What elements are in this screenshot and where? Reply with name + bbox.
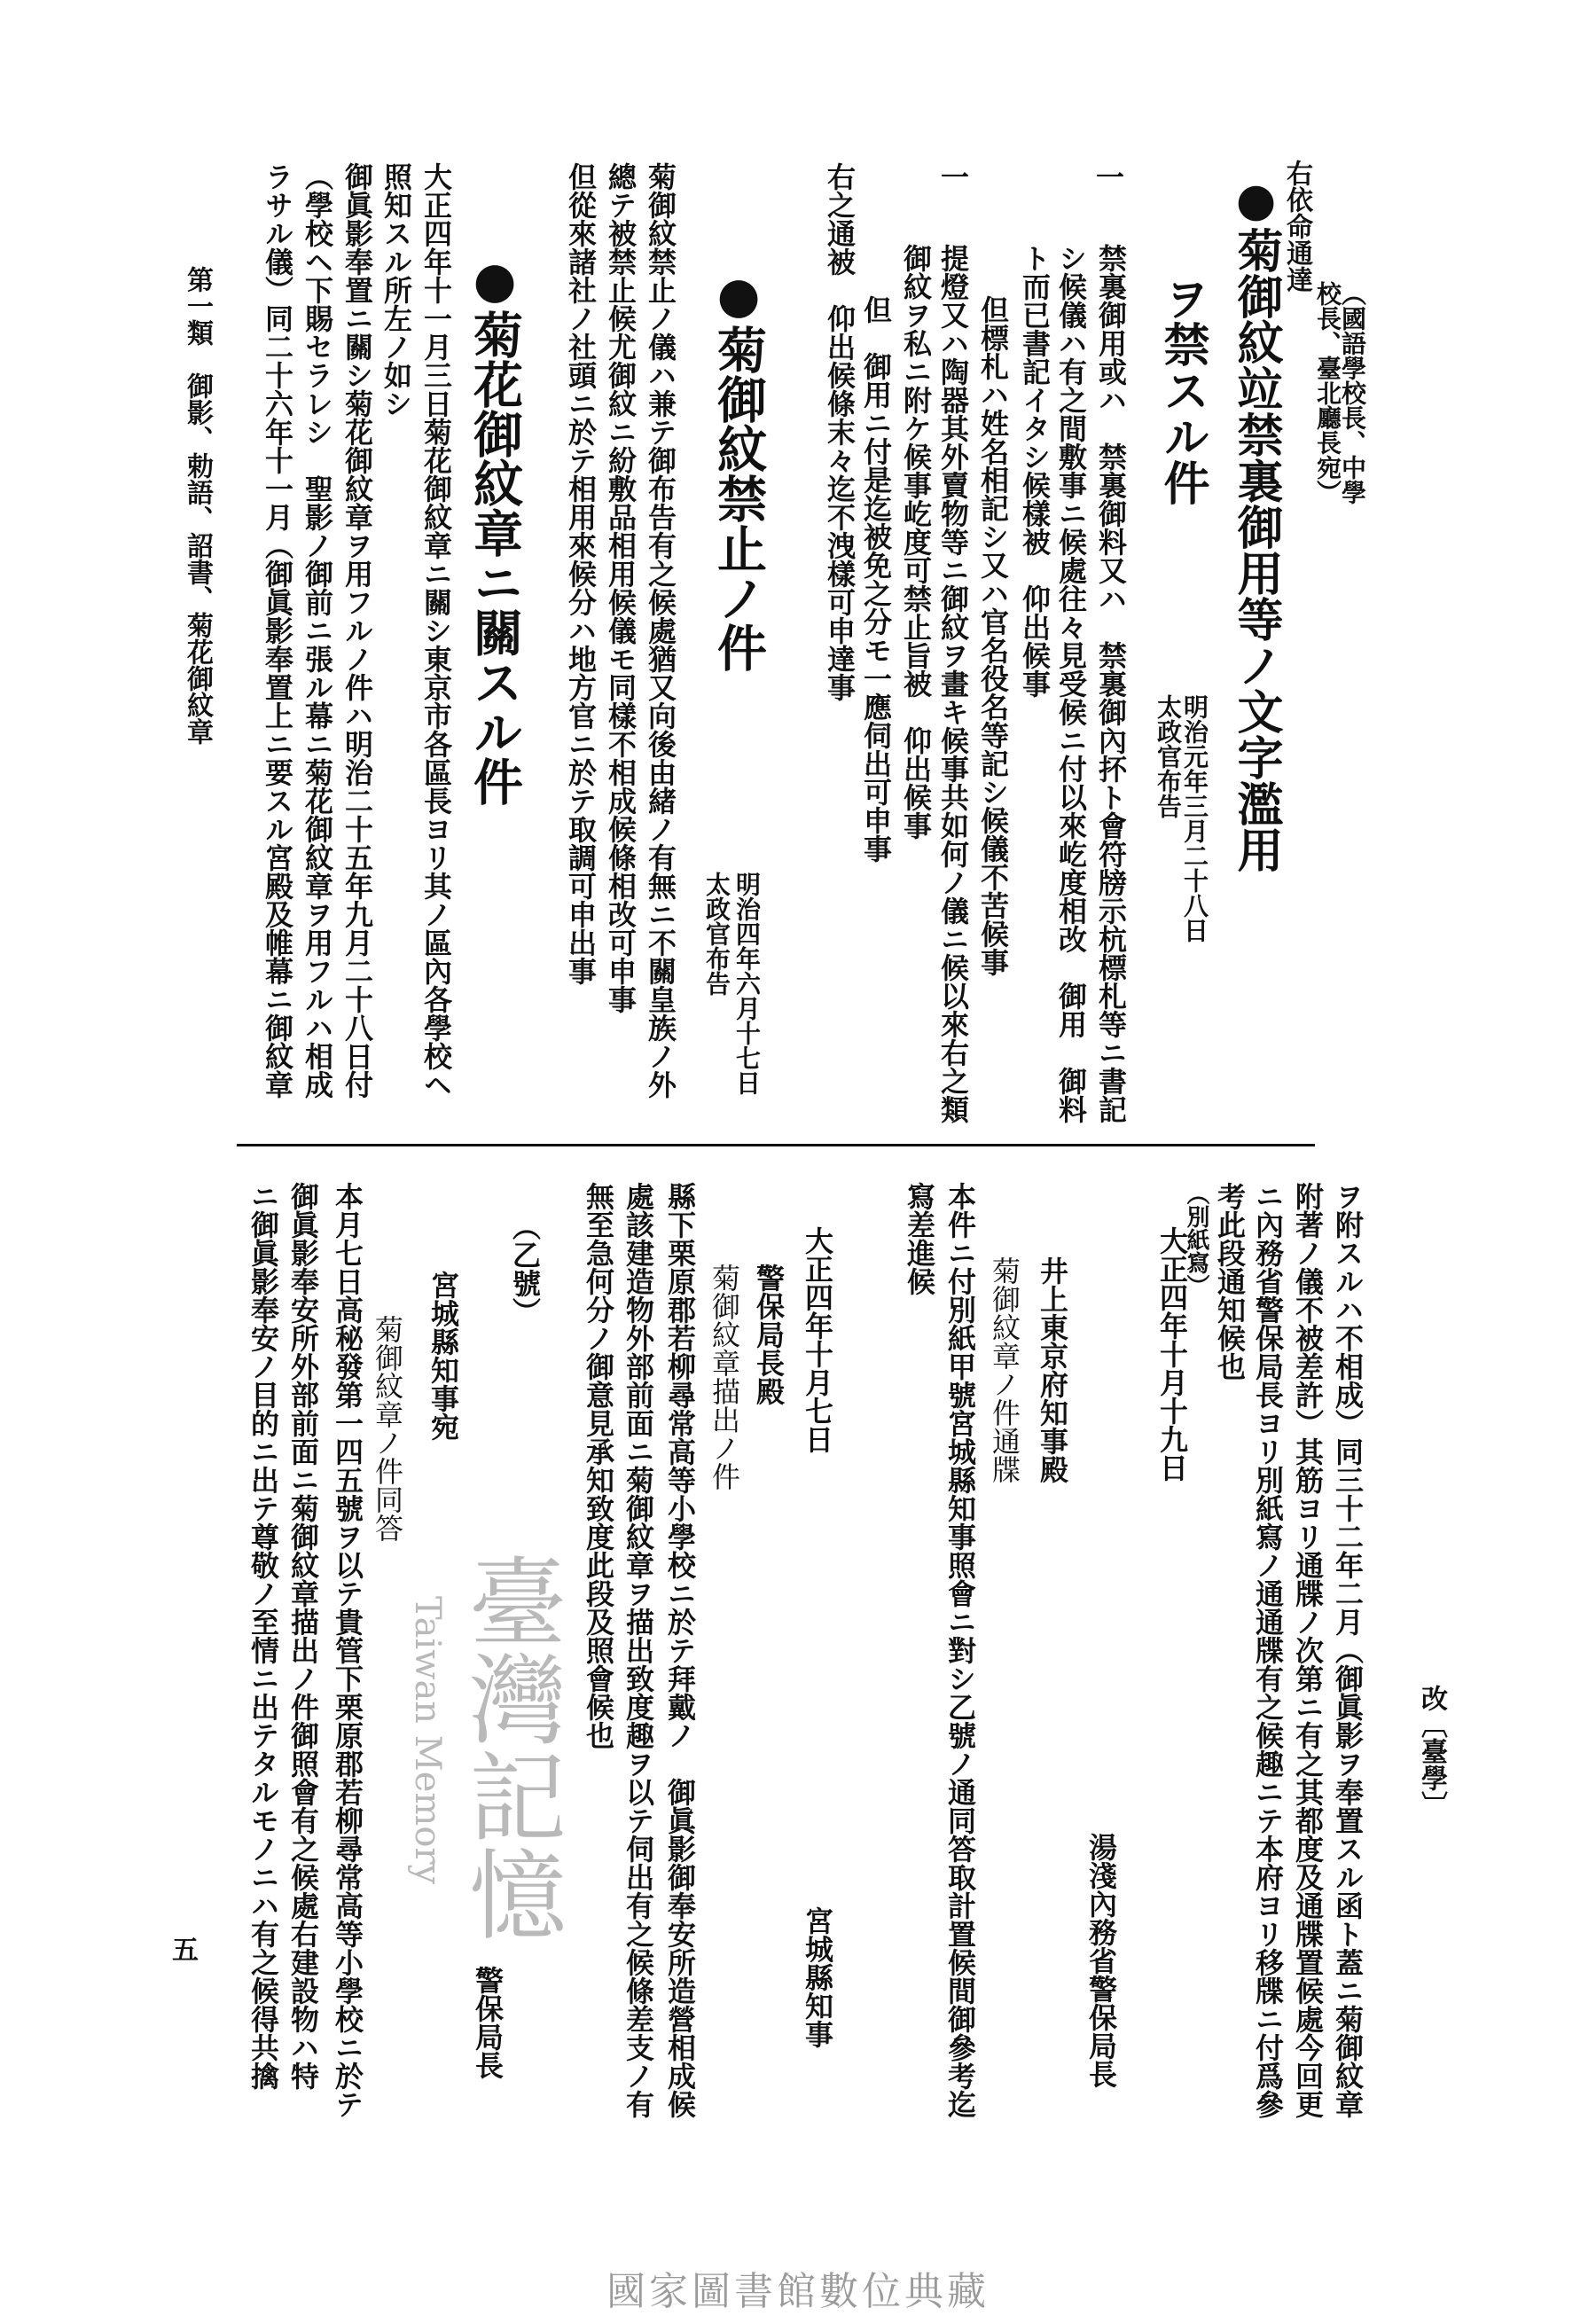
order-label: 右依命通達 [1281,160,1312,293]
item-mark: 一 [1091,162,1125,191]
text-line: 處該建造物外部前面ニ菊御紋章ヲ描出致度趣ヲ以テ伺出有之候條差支ノ有 [622,1182,655,2118]
reply-recipient: 宮城縣知事宛 [426,1271,460,1441]
text-line: 大正四年十一月三日菊花御紋章ニ關シ東京市各區長ヨリ其ノ區內各學校ヘ [419,162,453,1099]
text-line: ヲ附スルハ不相成）同三十二年二月（御眞影ヲ奉置スル函ト蓋ニ菊御紋章 [1331,1182,1365,2118]
reply-sender: 警保局長 [471,1966,505,2079]
watermark-subtext: Taiwan Memory [407,1596,448,1885]
section-title: ●菊花御紋章ニ關スル件 [466,251,524,806]
reply-label: （乙號） [508,1212,542,1326]
section-issuer: 太政官布告 [1154,694,1183,818]
text-line: 但 御用ニ付是迄被免之分モ一應伺出可申事 [859,295,893,863]
notice-subject: 菊御紋章ノ件通牒 [988,1256,1021,1483]
text-line: ト而已書記イタシ候樣被 仰出候事 [1018,244,1052,698]
text-line: 御紋ヲ私ニ附ケ候事屹度可禁止旨被 仰出候事 [899,244,933,840]
section-divider [237,1144,1315,1146]
text-line: 寫差進候 [903,1182,936,1295]
watermark-logo [407,1552,567,1951]
text-line: 御眞影奉置ニ關シ菊花御紋章ヲ用フルノ件ハ明治二十五年九月二十八日付 [340,162,374,1099]
text-line: 縣下栗原郡若柳尋常高等小學校ニ於テ拜戴ノ 御眞影御奉安所造營相成候 [663,1182,697,2118]
text-line: 本件ニ付別紙甲號宮城縣知事照會ニ對シ乙號ノ通同答取計置候間御參考迄 [943,1182,977,2118]
section-date: 明治四年六月十七日 [732,872,762,1095]
text-line: ニ御眞影奉安ノ目的ニ出テ尊敬ノ至情ニ出テタルモノニハ有之候得共擒 [246,1182,280,2090]
text-line: ラサル儀）同二十六年十一月（御眞影奉置上ニ要スル宮殿及帷幕ニ御紋章 [261,162,294,1099]
item-mark: 一 [936,162,970,191]
inquiry-recipient: 警保局長殿 [752,1264,786,1405]
revision-mark: 改〔臺學〕 [1416,1685,1447,1818]
running-header: 第一類 御影、勅語、詔書、菊花御紋章 [182,266,213,745]
watermark-text: 臺灣記憶 [453,1552,567,1942]
text-line: ニ內務省警保局長ヨリ別紙寫ノ通通牒有之候趣ニテ本府ヨリ移牒ニ付爲參 [1251,1182,1285,2118]
section-date: 明治元年三月二十八日 [1180,694,1209,943]
section-title: ヲ禁スル件 [1155,275,1209,505]
reply-subject: 菊御紋章ノ件同答 [371,1315,404,1542]
inquiry-subject: 菊御紋章描出ノ件 [708,1264,741,1491]
section-title: ●菊御紋竝禁裏御用等ノ文字濫用 [1229,173,1283,872]
text-line: 提燈又ハ陶器其外賣物等ニ御紋ヲ畫キ候事共如何ノ儀ニ候以來右之類 [936,244,970,1123]
page-number: 五 [167,1936,198,1962]
text-line: 菊御紋禁止ノ儀ハ兼テ御布告有之候處猶又向後由緒ノ有無ニ不關皇族ノ外 [644,162,677,1099]
footer-collection-label: 國家圖書館數位典藏 [606,2269,990,2314]
text-line: 總テ被禁止候尤御紋ニ紛敷品相用候儀モ同樣不相成候條相改可申事 [604,162,638,1013]
text-line: 禁裏御用或ハ 禁裏御料又ハ 禁裏御內抔ト會符牓示杭標札等ニ書記 [1094,244,1128,1123]
notice-recipient: 井上東京府知事殿 [1036,1256,1069,1483]
text-line: 考此段通知候也 [1213,1182,1247,1381]
text-line: シ候儀ハ有之間敷事ニ候處往々見受候ニ付以來屹度相改 御用 御料 [1054,244,1088,1123]
text-line: 但標札ハ姓名相記シ又ハ官名役名等記シ候儀不苦候事 [976,295,1010,976]
text-line: 照知スル所左ノ如シ [379,162,413,418]
attachment-label: （別紙寫） [1183,1182,1209,1297]
text-line: 右之通被 仰出候條末々迄不洩樣可申達事 [823,162,857,701]
inquiry-sender: 宮城縣知事 [801,1906,834,2048]
text-line: 無至急何分ノ御意見承知致度此段及照會候也 [582,1182,615,1749]
text-line: 本月七日高秘發第一四五號ヲ以テ貴管下栗原郡若柳尋常高等小學校ニ於テ [331,1182,364,2118]
section-title: ●菊御紋禁止ノ件 [709,266,768,672]
addressee-line: （國語學校長、中學 [1338,281,1367,505]
section-issuer: 太政官布告 [702,872,732,996]
addressee-line: 校長、臺北廳長宛） [1313,281,1342,505]
text-line: 但從來諸社ノ社頭ニ於テ相用來候分ハ地方官ニ於テ取調可申出事 [564,162,598,985]
notice-sender: 湯淺內務省警保局長 [1084,1833,1118,2088]
inquiry-date: 大正四年十月七日 [801,1226,834,1453]
text-line: 附著ノ儀不被差許）其筋ヨリ通牒ノ次第ニ有之其都度及通牒置候處今回更 [1291,1182,1325,2118]
text-line: （學校ヘ下賜セラレシ 聖影ノ御前ニ張ル幕ニ菊花御紋章ヲ用フルハ相成 [301,162,334,1099]
notice-date: 大正四年十月十九日 [1155,1226,1189,1482]
text-line: 御眞影奉安所外部前面ニ菊御紋章描出ノ件御照會有之候處右建設物ハ特 [286,1182,320,2090]
